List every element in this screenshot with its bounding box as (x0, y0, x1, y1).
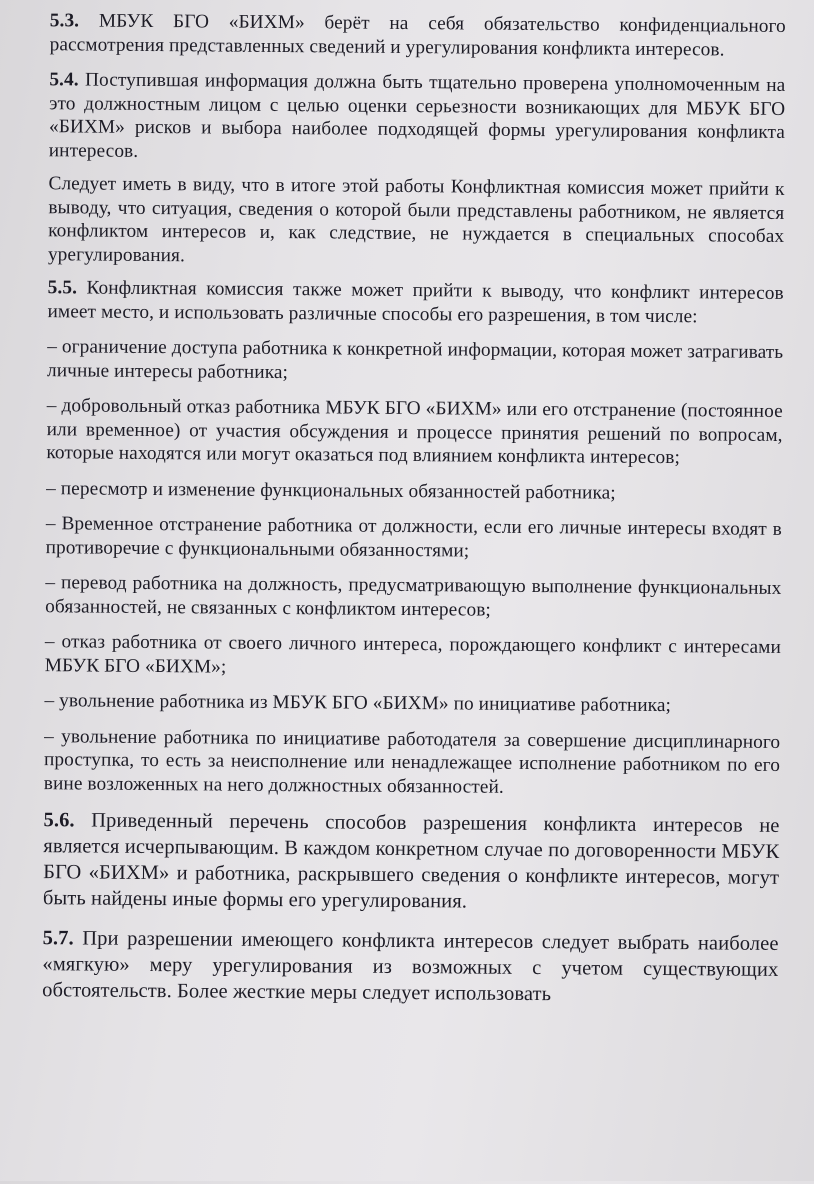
list-item: – Временное отстранение работника от должности, если его личные интересы входят в противоречие с функциональными обязанностями; (45, 513, 782, 562)
list-item: – увольнение работника из МБУК БГО «БИХМ» по инициативе работника; (44, 690, 672, 717)
paragraph-number: 5.7. (42, 927, 74, 950)
paragraph-number: 5.4. (49, 69, 79, 91)
paragraph-text: При разрешении имеющего конфликта интересов следует выбрать наиболее «мягкую» меру урегулирования из возможных с учетом существующих обстоятельств. Более жесткие меры следует использовать (42, 927, 779, 1006)
paragraph-number: 5.6. (43, 809, 75, 832)
paragraph-5-3 (50, 9, 786, 62)
paragraph-note (48, 172, 785, 272)
paragraph-text: Конфликтная комиссия также может прийти к выводу, что конфликт интересов имеет место, и использовать различные способы его разрешения, в том числе: (47, 277, 784, 327)
list-item: – перевод работника на должность, предусматривающую выполнение функциональных обязанностей, не связанных с конфликтом интересов; (45, 572, 782, 621)
paragraph-text: Приведенный перечень способов разрешения конфликта интересов не является исчерпывающим. В каждом конкретном случае по договоренности МБУК БГО «БИХМ» и работника, раскрывшего сведения о конфликте интересов, могут быть найдены иные формы его урегулирования. (42, 809, 780, 913)
paragraph-5-6 (43, 807, 780, 917)
paragraph-5-5 (47, 276, 783, 329)
list-item: – ограничение доступа работника к конкретной информации, которая может затрагивать личные интересы работника; (46, 336, 784, 383)
paragraph-text: Поступившая информация должна быть тщательно проверена уполномоченным на это должностным лицом с целью оценки серьезности возникающих для МБУК БГО «БИХМ» рисков и выбора наиболее подходящей формы урегулирования конфликта интересов. (48, 69, 786, 162)
list-item: – отказ работника от своего личного интереса, порождающего конфликт с интересами МБУК БГО «БИХМ»; (44, 631, 782, 678)
list-item: – увольнение работника по инициативе работодателя за совершение дисциплинарного проступка, то есть за неисполнение или ненадлежащее исполнение работником по его вине возложенных на него должностных обязанностей. (43, 725, 781, 798)
paragraph-5-7 (42, 925, 779, 1009)
paragraph-5-4 (49, 68, 786, 168)
list-item: – пересмотр и изменение функциональных обязанностей работника; (46, 477, 616, 504)
paragraph-number: 5.3. (49, 10, 80, 32)
paragraph-number: 5.5. (47, 277, 78, 299)
paragraph-text: МБУК БГО «БИХМ» берёт на себя обязательство конфиденциального рассмотрения представленных сведений и урегулирования конфликта интересов. (49, 10, 786, 60)
list-item: – добровольный отказ работника МБУК БГО «БИХМ» или его отстранение (постоянное или временное) от участия обсуждения и процессе принятия решений по вопросам, которые находятся или могут оказаться под влиянием конфликта интересов; (46, 395, 783, 469)
paragraph-text: Следует иметь в виду, что в итоге этой работы Конфликтная комиссия может прийти к выводу, что ситуация, сведения о которой были представлены работником, не является конфликтом интересов и, как следствие, не нуждается в специальных способах урегулирования. (47, 173, 785, 266)
